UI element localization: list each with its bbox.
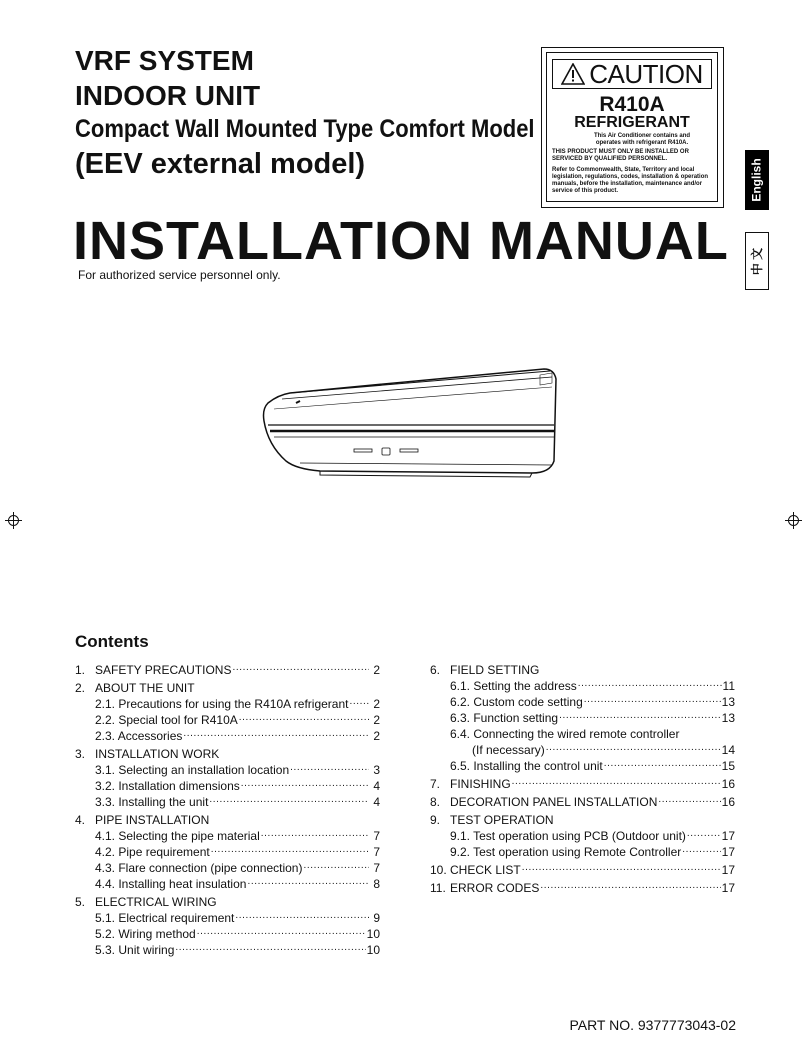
toc-entry-label: 3.1. Selecting an installation location	[95, 763, 290, 777]
toc-leader-dots	[559, 710, 721, 722]
toc-entry[interactable]	[95, 844, 380, 860]
toc-entry-label: INSTALLATION WORK	[95, 747, 220, 761]
toc-entry-number: 8.	[430, 795, 441, 809]
toc-entry[interactable]	[95, 778, 380, 794]
toc-entry-label: FIELD SETTING	[450, 663, 540, 677]
toc-leader-dots	[540, 880, 720, 892]
toc-entry-label: 4.4. Installing heat insulation	[95, 877, 247, 891]
toc-entry[interactable]	[430, 662, 735, 678]
toc-entry[interactable]	[450, 678, 735, 694]
caution-box	[541, 47, 724, 208]
toc-entry-number: 4.	[75, 813, 86, 827]
toc-entry-page: 9	[373, 911, 380, 925]
toc-entry-label: ELECTRICAL WIRING	[95, 895, 217, 909]
toc-entry-page: 4	[373, 795, 380, 809]
toc-entry[interactable]	[450, 828, 735, 844]
toc-entry-page: 17	[721, 829, 735, 843]
toc-entry-number: 7.	[430, 777, 441, 791]
toc-entry-page: 13	[721, 695, 735, 709]
toc-entry[interactable]	[95, 696, 380, 712]
toc-leader-dots	[197, 926, 366, 938]
toc-entry-label: 9.2. Test operation using Remote Controller	[450, 845, 682, 859]
toc-leader-dots	[175, 942, 365, 954]
toc-entry-label: TEST OPERATION	[450, 813, 554, 827]
toc-leader-dots	[235, 910, 369, 922]
toc-leader-dots	[303, 860, 369, 872]
toc-entry[interactable]	[450, 844, 735, 860]
toc-entry-label: 6.4. Connecting the wired remote controller	[450, 727, 680, 741]
toc-entry[interactable]	[450, 726, 735, 742]
toc-entry-label: 5.2. Wiring method	[95, 927, 196, 941]
toc-leader-dots	[687, 828, 721, 840]
toc-entry-page: 10	[366, 943, 380, 957]
toc-entry-label: 9.1. Test operation using PCB (Outdoor unit)	[450, 829, 686, 843]
toc-entry-page: 8	[373, 877, 380, 891]
toc-entry[interactable]	[95, 942, 380, 958]
toc-entry-page: 2	[373, 663, 380, 677]
toc-entry[interactable]	[430, 862, 735, 878]
toc-entry-page: 7	[373, 829, 380, 843]
toc-entry-page: 17	[721, 881, 735, 895]
registration-mark-left-icon	[8, 515, 19, 526]
toc-leader-dots	[584, 694, 721, 706]
toc-entry[interactable]	[95, 828, 380, 844]
toc-leader-dots	[211, 844, 369, 856]
toc-entry-page: 7	[373, 845, 380, 859]
refrigerant-word: REFRIGERANT	[574, 114, 690, 131]
toc-entry-number: 5.	[75, 895, 86, 909]
toc-entry[interactable]	[75, 812, 380, 828]
warning-triangle-icon	[561, 63, 585, 85]
toc-entry-label: ABOUT THE UNIT	[95, 681, 195, 695]
toc-entry-label: 2.1. Precautions for using the R410A refrigerant	[95, 697, 349, 711]
toc-entry-page: 11	[722, 679, 735, 693]
toc-entry-label: 4.3. Flare connection (pipe connection)	[95, 861, 303, 875]
tab-chinese[interactable]	[745, 232, 769, 290]
toc-entry[interactable]	[450, 710, 735, 726]
toc-entry-label: 6.5. Installing the control unit	[450, 759, 603, 773]
air-conditioner-illustration	[260, 365, 560, 483]
toc-entry-label: 4.1. Selecting the pipe material	[95, 829, 260, 843]
authorized-note: For authorized service personnel only.	[78, 268, 281, 282]
toc-leader-dots	[522, 862, 721, 874]
toc-entry[interactable]	[95, 794, 380, 810]
toc-leader-dots	[261, 828, 369, 840]
toc-entry-page: 3	[373, 763, 380, 777]
toc-entry[interactable]	[430, 880, 735, 896]
toc-entry-label: DECORATION PANEL INSTALLATION	[450, 795, 658, 809]
registration-mark-right-icon	[788, 515, 799, 526]
toc-entry-number: 1.	[75, 663, 86, 677]
toc-entry-page: 2	[373, 713, 380, 727]
toc-entry-page: 2	[373, 697, 380, 711]
toc-entry-label: 2.3. Accessories	[95, 729, 183, 743]
caution-header	[552, 59, 712, 89]
tab-english-label: English	[750, 158, 764, 202]
toc-leader-dots	[241, 778, 369, 790]
toc-leader-dots	[183, 728, 369, 740]
toc-entry-number: 9.	[430, 813, 441, 827]
toc-entry-page: 7	[373, 861, 380, 875]
toc-leader-dots	[290, 762, 369, 774]
caution-note-legislation: Refer to Commonwealth, State, Territory and local legislation, regulations, codes, installation & operation manuals, before the installation, maintenance and/or service of this product.	[552, 167, 709, 194]
toc-entry[interactable]	[472, 742, 735, 758]
toc-entry[interactable]	[430, 812, 735, 828]
toc-entry[interactable]	[75, 894, 380, 910]
toc-entry-label: (If necessary)	[472, 743, 545, 757]
toc-entry-number: 10.	[430, 863, 447, 877]
toc-entry[interactable]	[430, 794, 735, 810]
toc-entry[interactable]	[450, 694, 735, 710]
toc-entry[interactable]	[450, 758, 735, 774]
toc-entry-page: 17	[721, 863, 735, 877]
toc-leader-dots	[546, 742, 721, 754]
toc-leader-dots	[209, 794, 369, 806]
toc-entry-label: 6.3. Function setting	[450, 711, 559, 725]
toc-entry-label: 5.1. Electrical requirement	[95, 911, 235, 925]
header-line-indoor-unit: INDOOR UNIT	[75, 80, 261, 111]
toc-leader-dots	[349, 696, 369, 708]
model-eev: (EEV external model)	[75, 148, 366, 180]
header-line-vrf-system: VRF SYSTEM	[75, 45, 254, 76]
toc-entry-label: ERROR CODES	[450, 881, 540, 895]
toc-leader-dots	[658, 794, 720, 806]
toc-entry-number: 11.	[430, 881, 446, 895]
manual-title: INSTALLATION MANUAL	[73, 211, 729, 271]
toc-entry-label: 3.2. Installation dimensions	[95, 779, 240, 793]
toc-entry-page: 14	[721, 743, 735, 757]
toc-entry-label: 2.2. Special tool for R410A	[95, 713, 238, 727]
tab-chinese-label: 中 文	[750, 247, 765, 275]
toc-entry-label: FINISHING	[450, 777, 511, 791]
toc-entry[interactable]	[75, 680, 380, 696]
toc-entry-page: 2	[373, 729, 380, 743]
toc-entry[interactable]	[95, 712, 380, 728]
toc-entry-label: PIPE INSTALLATION	[95, 813, 210, 827]
toc-entry-number: 2.	[75, 681, 86, 695]
toc-entry-page: 4	[373, 779, 380, 793]
part-number: PART NO. 9377773043-02	[569, 1017, 736, 1033]
toc-entry-page: 17	[721, 845, 735, 859]
toc-entry-label: CHECK LIST	[450, 863, 521, 877]
toc-leader-dots	[682, 844, 720, 856]
toc-entry[interactable]	[75, 746, 380, 762]
toc-entry-number: 6.	[430, 663, 441, 677]
toc-entry-page: 13	[721, 711, 735, 725]
toc-entry[interactable]	[95, 728, 380, 744]
toc-entry[interactable]	[75, 662, 380, 678]
toc-entry-page: 15	[721, 759, 735, 773]
toc-entry[interactable]	[95, 910, 380, 926]
toc-leader-dots	[239, 712, 369, 724]
caution-note-contains: This Air Conditioner contains and operates with refrigerant R410A.	[593, 133, 691, 146]
tab-english[interactable]	[745, 150, 769, 210]
toc-entry[interactable]	[95, 876, 380, 892]
caution-note-qualified: THIS PRODUCT MUST ONLY BE INSTALLED OR SERVICED BY QUALIFIED PERSONNEL.	[552, 149, 689, 162]
toc-leader-dots	[512, 776, 721, 788]
toc-entry-label: SAFETY PRECAUTIONS	[95, 663, 232, 677]
toc-entry[interactable]	[95, 762, 380, 778]
model-subtitle: Compact Wall Mounted Type Comfort Model	[75, 115, 535, 143]
toc-entry[interactable]	[95, 926, 380, 942]
toc-leader-dots	[578, 678, 722, 690]
toc-entry-label: 6.1. Setting the address	[450, 679, 577, 693]
toc-entry-number: 3.	[75, 747, 86, 761]
toc-entry-label: 5.3. Unit wiring	[95, 943, 175, 957]
toc-entry[interactable]	[430, 776, 735, 792]
toc-entry-label: 4.2. Pipe requirement	[95, 845, 210, 859]
contents-heading: Contents	[75, 632, 149, 651]
toc-entry-page: 16	[721, 777, 735, 791]
toc-entry[interactable]	[95, 860, 380, 876]
toc-entry-page: 16	[721, 795, 735, 809]
caution-word: CAUTION	[589, 58, 703, 89]
toc-entry-label: 3.3. Installing the unit	[95, 795, 209, 809]
toc-leader-dots	[232, 662, 369, 674]
toc-leader-dots	[247, 876, 369, 888]
toc-entry-page: 10	[366, 927, 380, 941]
toc-leader-dots	[604, 758, 721, 770]
toc-entry-label: 6.2. Custom code setting	[450, 695, 583, 709]
refrigerant-code: R410A	[599, 93, 665, 116]
